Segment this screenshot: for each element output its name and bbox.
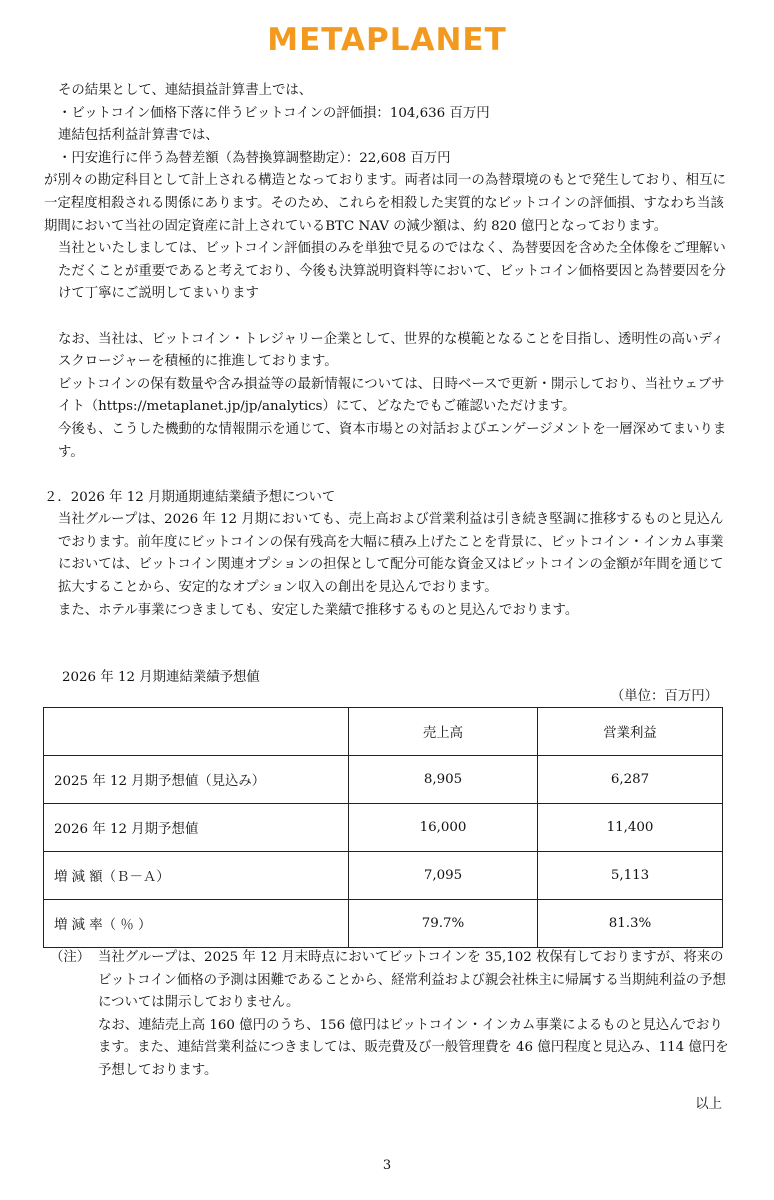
table-header-row xyxy=(44,708,723,756)
paragraph: 当社といたしましては、ビットコイン評価損のみを単独で見るのではなく、為替要因を含めた全体像をご理解いただくことが重要であると考えており、今後も決算説明資料等において、ビットコイン価格要因と為替要因を分けて丁寧にご説明してまいります xyxy=(58,241,726,302)
paragraph: ビットコインの保有数量や含み損益等の最新情報については、日時ベースで更新・開示しており、当社ウェブサイト（https://metaplanet.jp/jp/analytics）にて、どなたでもご確認いただけます。 xyxy=(58,376,725,415)
note-mark: （注） xyxy=(50,950,91,965)
paragraph: 今後も、こうした機動的な情報開示を通じて、資本市場との対話およびエンゲージメントを一層深めてまいります。 xyxy=(58,421,727,460)
op-profit-cell: 5,113 xyxy=(538,852,723,900)
sales-cell: 8,905 xyxy=(349,756,538,804)
body-text xyxy=(44,80,730,622)
notes xyxy=(50,947,730,1083)
table-row xyxy=(44,852,723,900)
note-text: なお、連結売上高 160 億円のうち、156 億円はビットコイン・インカム事業によるものと見込んでおります。また、連結営業利益につきましては、販売費及び一般管理費を 46 億円程度と見込み、114 億円を予想しております。 xyxy=(98,1017,729,1078)
paragraph: その結果として、連結損益計算書上では、 xyxy=(58,83,313,98)
table-title: 2026 年 12 月期連結業績予想値 xyxy=(62,670,260,685)
row-label: 2025 年 12 月期予想値（見込み） xyxy=(44,756,349,804)
row-label: 増 減 額（Ｂ－Ａ） xyxy=(44,852,349,900)
table-row xyxy=(44,756,723,804)
paragraph: なお、当社は、ビットコイン・トレジャリー企業として、世界的な模範となることを目指し、透明性の高いディスクロージャーを積極的に推進しております。 xyxy=(58,331,725,370)
table-unit: （単位：百万円） xyxy=(610,689,718,704)
paragraph: また、ホテル事業につきましても、安定した業績で推移するものと見込んでおります。 xyxy=(58,602,579,618)
paragraph: が別々の勘定科目として計上される構造となっております。両者は同一の為替環境のもとで発生しており、相互に一定程度相殺される関係にあります。そのため、これらを相殺した実質的なビットコインの評価損、すなわち当該期間において当社の固定資産に計上されているBTC NAV の減少額は、約 820 億円となっております。 xyxy=(44,173,726,234)
forecast-table xyxy=(43,707,723,948)
row-label: 2026 年 12 月期予想値 xyxy=(44,804,349,852)
paragraph: ・円安進行に伴う為替差額（為替換算調整勘定）：22,608 百万円 xyxy=(58,150,451,166)
table-row xyxy=(44,900,723,948)
page-number: 3 xyxy=(382,1158,392,1173)
row-label: 増 減 率（ ％ ） xyxy=(44,900,349,948)
table-header-cell xyxy=(44,708,349,756)
op-profit-cell: 11,400 xyxy=(538,804,723,852)
sales-cell: 7,095 xyxy=(349,852,538,900)
op-profit-cell: 6,287 xyxy=(538,756,723,804)
company-logo: METAPLANET xyxy=(267,22,507,58)
section-title: ２．2026 年 12 月期通期連結業績予想について xyxy=(44,489,336,505)
paragraph: 連結包括利益計算書では、 xyxy=(58,128,219,144)
op-profit-cell: 81.3% xyxy=(538,900,723,948)
paragraph: ・ビットコイン価格下落に伴うビットコインの評価損：104,636 百万円 xyxy=(58,105,490,121)
note-text: 当社グループは、2025 年 12 月末時点においてビットコインを 35,102 枚保有しておりますが、将来のビットコイン価格の予測は困難であることから、経常利益および親会社株主に帰属する当期純利益の予想については開示しておりません。 xyxy=(98,950,726,1011)
table-row xyxy=(44,804,723,852)
paragraph: 当社グループは、2026 年 12 月期においても、売上高および営業利益は引き続き堅調に推移するものと見込んでおります。前年度にビットコインの保有残高を大幅に積み上げたことを背景に、ビットコイン・インカム事業においては、ビットコイン関連オプションの担保として配分可能な資金又はビットコインの金額が年間を通じて拡大することから、安定的なオプション収入の創出を見込んでおります。 xyxy=(58,512,724,596)
table-header-cell: 売上高 xyxy=(349,708,538,756)
table-header-cell: 営業利益 xyxy=(538,708,723,756)
closing-text: 以上 xyxy=(695,1097,722,1112)
sales-cell: 79.7% xyxy=(349,900,538,948)
sales-cell: 16,000 xyxy=(349,804,538,852)
